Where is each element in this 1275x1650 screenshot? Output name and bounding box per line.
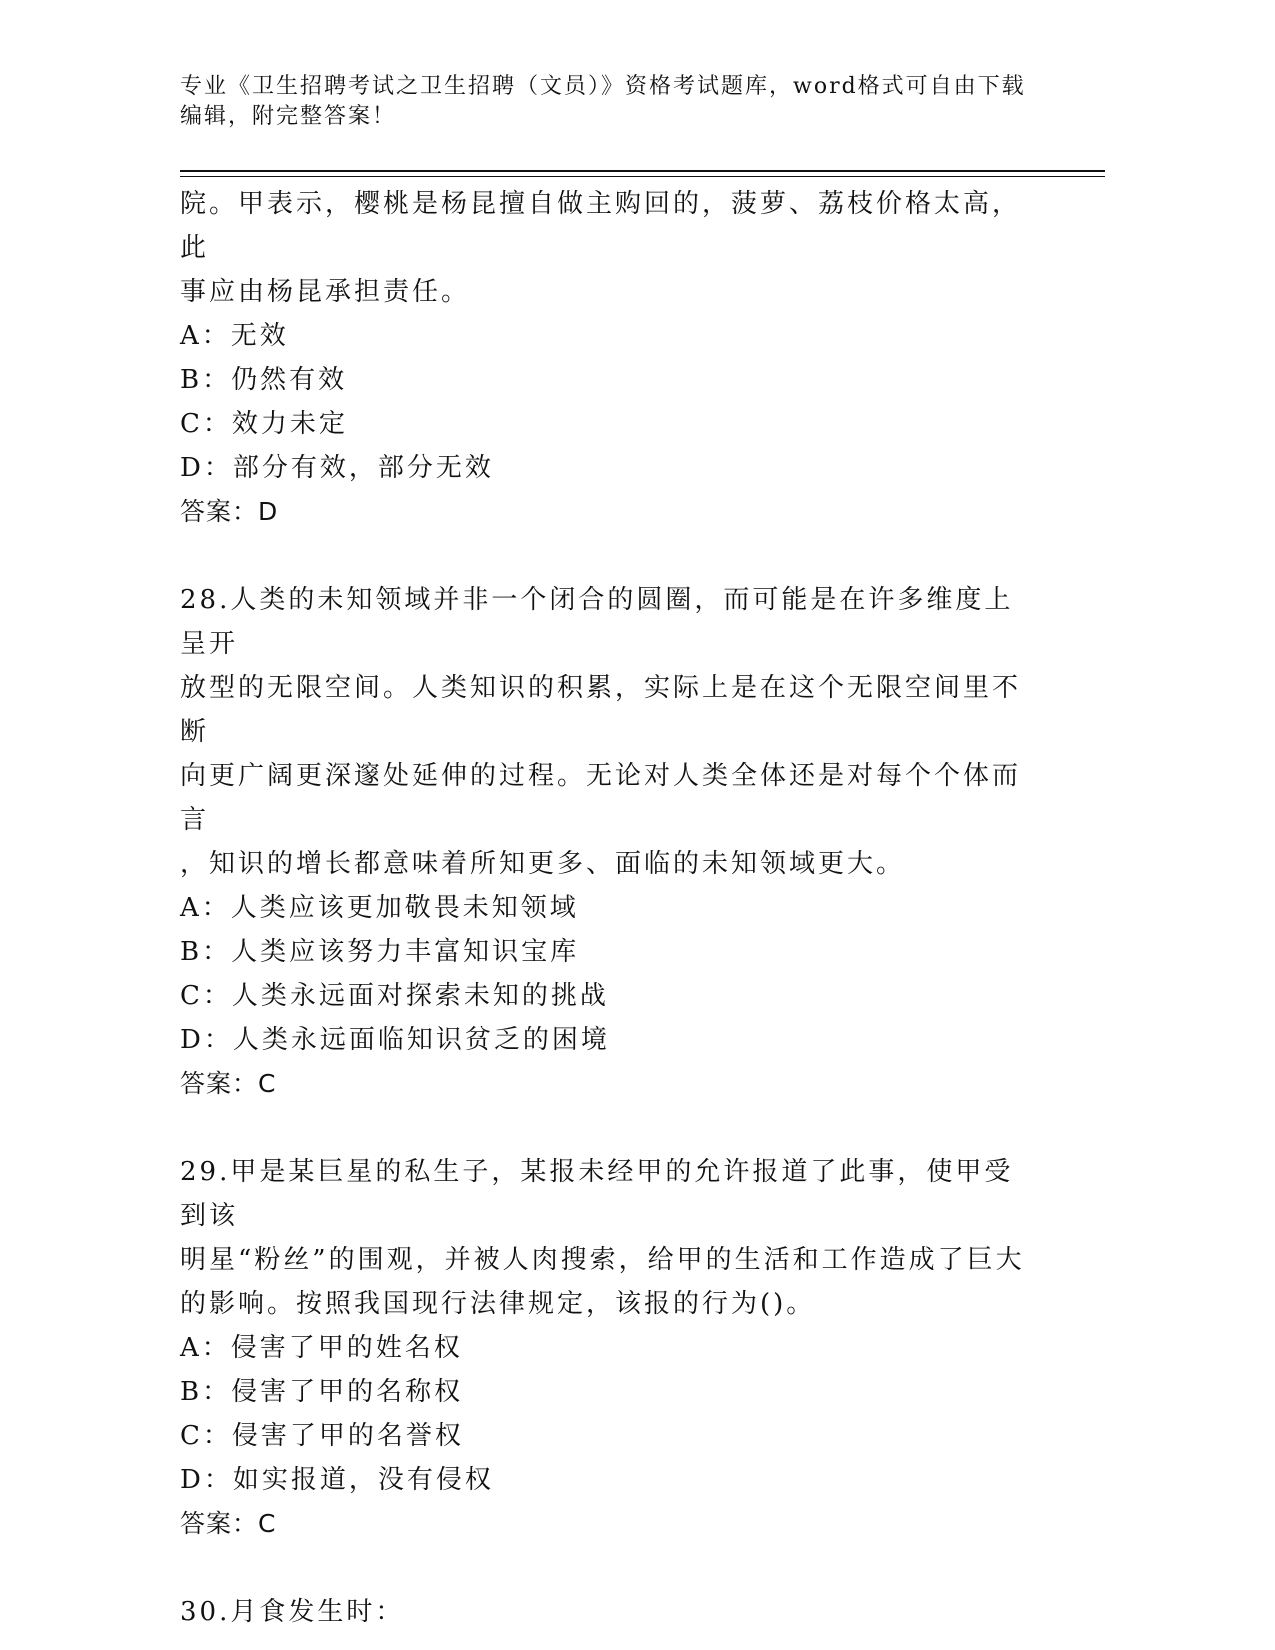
- question-text-line: 明星“粉丝”的围观，并被人肉搜索，给甲的生活和工作造成了巨大: [180, 1245, 1025, 1275]
- question-text-line: 28.人类的未知领域并非一个闭合的圆圈，而可能是在许多维度上呈开: [180, 585, 1014, 659]
- option-a: A：人类应该更加敬畏未知领域: [180, 893, 579, 923]
- question-text-line: 事应由杨昆承担责任。: [180, 277, 471, 307]
- option-d: D：如实报道，没有侵权: [180, 1465, 494, 1495]
- question-28: [180, 578, 1040, 1106]
- answer-line: 答案：C: [180, 1069, 277, 1098]
- answer-line: 答案：D: [180, 497, 279, 526]
- document-body: [180, 182, 1040, 1634]
- question-spacer: [180, 1546, 1040, 1590]
- question-text-line: 向更广阔更深邃处延伸的过程。无论对人类全体还是对每个个体而言: [180, 761, 1022, 835]
- option-a: A：侵害了甲的姓名权: [180, 1333, 463, 1363]
- option-c: C：人类永远面对探索未知的挑战: [180, 981, 609, 1011]
- question-30: [180, 1590, 1040, 1634]
- answer-line: 答案：C: [180, 1509, 277, 1538]
- header-rule-thick: [180, 170, 1105, 172]
- question-text-line: 的影响。按照我国现行法律规定，该报的行为()。: [180, 1289, 816, 1319]
- option-c: C：效力未定: [180, 409, 348, 439]
- question-text-line: 29.甲是某巨星的私生子，某报未经甲的允许报道了此事，使甲受到该: [180, 1157, 1014, 1231]
- header-rule-thin: [180, 176, 1105, 177]
- option-a: A：无效: [180, 321, 289, 351]
- document-header: 专业《卫生招聘考试之卫生招聘（文员）》资格考试题库，word格式可自由下载 编辑，附完整答案！: [180, 74, 1026, 129]
- question-text-line: 放型的无限空间。人类知识的积累，实际上是在这个无限空间里不断: [180, 673, 1022, 747]
- option-d: D：人类永远面临知识贫乏的困境: [180, 1025, 610, 1055]
- option-b: B：侵害了甲的名称权: [180, 1377, 464, 1407]
- question-text-line: 30.月食发生时：: [180, 1597, 405, 1627]
- option-c: C：侵害了甲的名誉权: [180, 1421, 464, 1451]
- question-29: [180, 1150, 1040, 1546]
- question-text-line: ，知识的增长都意味着所知更多、面临的未知领域更大。: [180, 849, 906, 879]
- question-spacer: [180, 1106, 1040, 1150]
- question-spacer: [180, 534, 1040, 578]
- question-27-continuation: [180, 182, 1040, 534]
- option-b: B：仍然有效: [180, 365, 348, 395]
- option-b: B：人类应该努力丰富知识宝库: [180, 937, 580, 967]
- option-d: D：部分有效，部分无效: [180, 453, 494, 483]
- question-text-line: 院。甲表示，樱桃是杨昆擅自做主购回的，菠萝、荔枝价格太高，此: [180, 189, 1022, 263]
